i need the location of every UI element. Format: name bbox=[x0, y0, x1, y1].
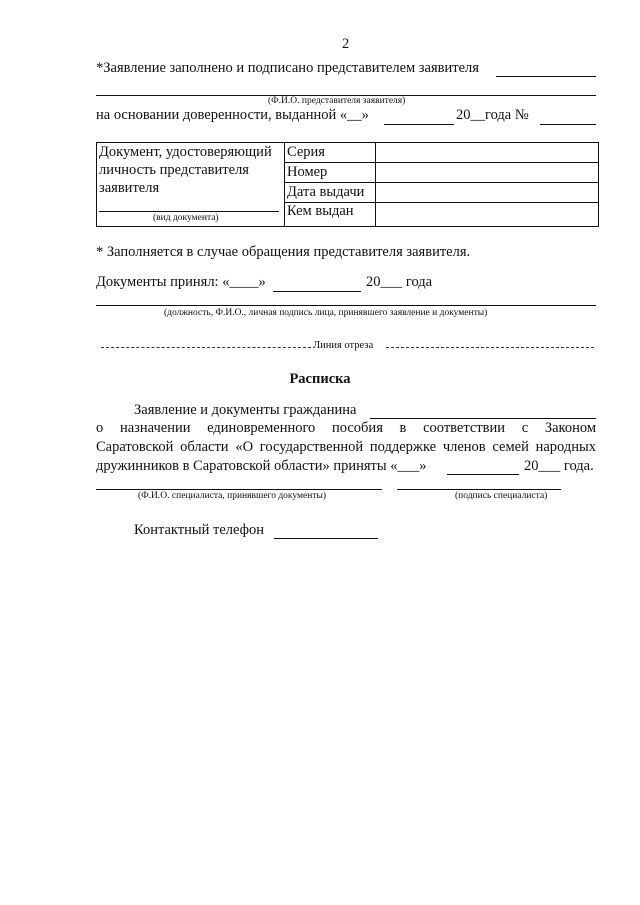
page-number: 2 bbox=[342, 36, 350, 52]
issue-date-value-cell[interactable] bbox=[376, 183, 599, 203]
contact-phone-label: Контактный телефон bbox=[134, 522, 265, 538]
number-label-cell bbox=[285, 163, 376, 183]
documents-accepted-label: Документы принял: «____» bbox=[96, 274, 266, 290]
id-document-label-cell bbox=[97, 143, 285, 227]
receipt-year: 20___ года. bbox=[524, 458, 594, 474]
receipt-citizen-line[interactable] bbox=[370, 418, 596, 419]
document-type-line[interactable] bbox=[99, 211, 279, 212]
representative-statement: *Заявление заполнено и подписано представителем заявителя bbox=[96, 60, 479, 76]
cut-line-label: Линия отреза bbox=[313, 340, 374, 351]
representative-fio-caption: (Ф.И.О. представителя заявителя) bbox=[268, 96, 406, 106]
contact-phone-line[interactable] bbox=[274, 538, 378, 539]
receipt-title: Расписка bbox=[289, 371, 351, 387]
issued-by-value-cell[interactable] bbox=[376, 203, 599, 227]
id-document-label-3: заявителя bbox=[99, 180, 160, 196]
specialist-signature-line[interactable] bbox=[397, 489, 561, 490]
series-label-cell bbox=[285, 143, 376, 163]
cut-line-left bbox=[101, 347, 311, 348]
accepted-caption: (должность, Ф.И.О., личная подпись лица, принявшего заявление и документы) bbox=[164, 308, 488, 318]
issue-date-label: Дата выдачи bbox=[287, 184, 365, 200]
proxy-year-number: 20__года № bbox=[456, 107, 529, 123]
representative-signature-line[interactable] bbox=[496, 76, 596, 77]
issued-by-label-cell bbox=[285, 203, 376, 227]
proxy-number-line[interactable] bbox=[540, 124, 596, 125]
receipt-body-line-2: Саратовской области «О государственной поддержке членов семей народных bbox=[96, 439, 596, 455]
number-label: Номер bbox=[287, 164, 328, 180]
accepted-month-line[interactable] bbox=[273, 291, 361, 292]
issue-date-label-cell bbox=[285, 183, 376, 203]
specialist-fio-line[interactable] bbox=[96, 489, 382, 490]
issued-by-label: Кем выдан bbox=[287, 203, 354, 219]
document-type-caption: (вид документа) bbox=[153, 213, 219, 223]
specialist-fio-caption: (Ф.И.О. специалиста, принявшего документы) bbox=[138, 491, 327, 501]
proxy-statement: на основании доверенности, выданной «__» bbox=[96, 107, 369, 123]
receipt-body-line-1: о назначении единовременного пособия в соответствии с Законом bbox=[96, 420, 596, 436]
receipt-month-line[interactable] bbox=[447, 474, 519, 475]
representative-note: * Заполняется в случае обращения представителя заявителя. bbox=[96, 244, 471, 260]
series-label: Серия bbox=[287, 144, 325, 160]
id-document-table bbox=[96, 142, 599, 227]
accepted-signature-line[interactable] bbox=[96, 305, 596, 306]
receipt-citizen-label: Заявление и документы гражданина bbox=[134, 402, 357, 418]
number-value-cell[interactable] bbox=[376, 163, 599, 183]
proxy-month-line[interactable] bbox=[384, 124, 454, 125]
id-document-label-1: Документ, удостоверяющий bbox=[99, 144, 272, 160]
cut-line-right bbox=[386, 347, 594, 348]
documents-accepted-year: 20___ года bbox=[366, 274, 433, 290]
series-value-cell[interactable] bbox=[376, 143, 599, 163]
receipt-body-line-3: дружинников в Саратовской области» приняты «___» bbox=[96, 458, 427, 474]
id-document-label-2: личность представителя bbox=[99, 162, 249, 178]
specialist-signature-caption: (подпись специалиста) bbox=[455, 491, 548, 501]
